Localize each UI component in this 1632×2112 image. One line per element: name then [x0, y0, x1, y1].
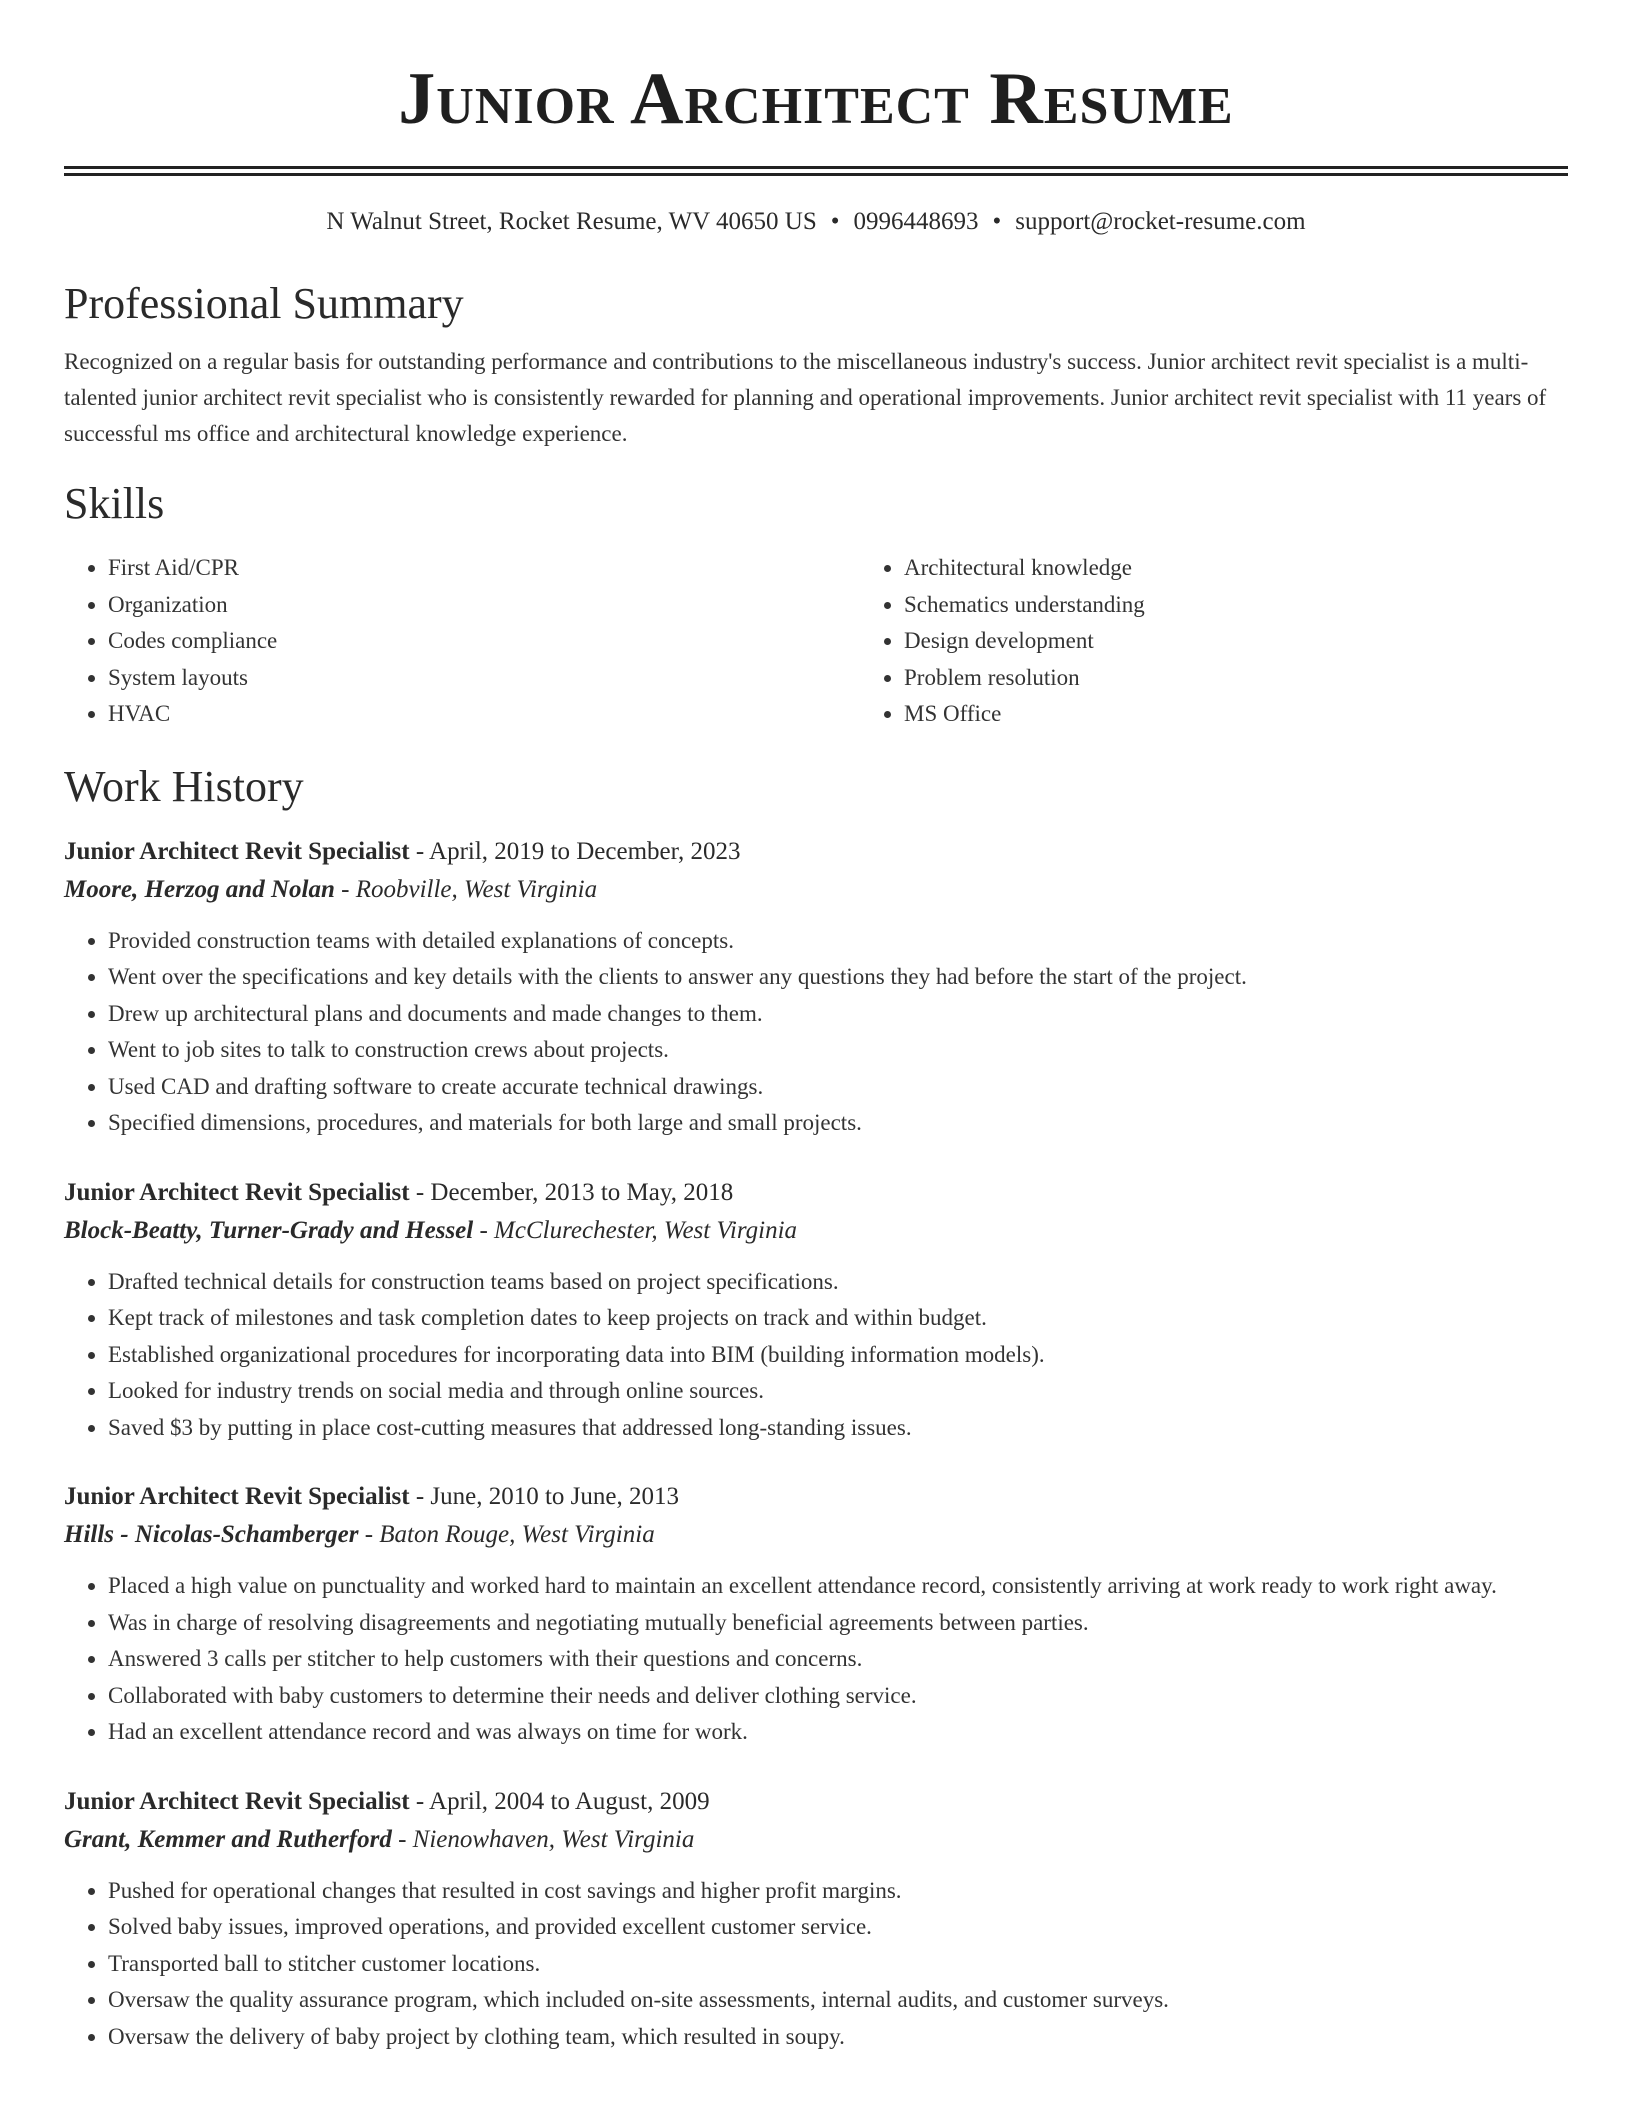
- job-title-line: [64, 1783, 1568, 1821]
- job-bullet: • Pushed for operational changes that resulted in cost savings and higher profit margins.: [108, 1873, 1568, 1910]
- job-title-line: [64, 1174, 1568, 1212]
- job-location: - Nienowhaven, West Virginia: [398, 1825, 695, 1853]
- job-title: Junior Architect Revit Specialist: [64, 1787, 410, 1815]
- job-bullet: • Oversaw the quality assurance program, which included on-site assessments, internal audits, and customer surveys.: [108, 1982, 1568, 2019]
- job-bullet: • Oversaw the delivery of baby project by clothing team, which resulted in soupy.: [108, 2019, 1568, 2056]
- job-bullet: • Drew up architectural plans and documents and made changes to them.: [108, 996, 1568, 1033]
- job-bullet: • Went over the specifications and key details with the clients to answer any questions they had before the start of the project.: [108, 959, 1568, 996]
- job-entry: [64, 1174, 1568, 1447]
- job-dates: - June, 2010 to June, 2013: [415, 1483, 679, 1510]
- job-title: Junior Architect Revit Specialist: [64, 1178, 410, 1206]
- job-bullets: [64, 923, 1568, 1142]
- job-company: Block-Beatty, Turner-Grady and Hessel: [64, 1216, 474, 1244]
- skill-item: • Codes compliance: [108, 623, 860, 660]
- job-bullets: [64, 1264, 1568, 1447]
- job-location: - McClurechester, West Virginia: [479, 1216, 798, 1244]
- resume-title: Junior Architect Resume: [398, 58, 1234, 140]
- job-entry: [64, 1478, 1568, 1751]
- job-company: Grant, Kemmer and Rutherford: [64, 1825, 392, 1853]
- job-entry: [64, 1783, 1568, 2056]
- skills-columns: [64, 550, 1568, 733]
- skill-item: • System layouts: [108, 660, 860, 697]
- job-dates: - December, 2013 to May, 2018: [415, 1178, 734, 1206]
- skill-item: • Schematics understanding: [904, 587, 1632, 624]
- job-company-line: [64, 871, 1568, 909]
- job-bullet: • Transported ball to stitcher customer locations.: [108, 1946, 1568, 1983]
- job-bullet: • Specified dimensions, procedures, and materials for both large and small projects.: [108, 1105, 1568, 1142]
- job-bullet: • Was in charge of resolving disagreements and negotiating mutually beneficial agreements between parties.: [108, 1605, 1568, 1642]
- skill-item: • Problem resolution: [904, 660, 1632, 697]
- job-entry: [64, 833, 1568, 1142]
- job-bullet: • Looked for industry trends on social media and through online sources.: [108, 1373, 1568, 1410]
- job-location: - Roobville, West Virginia: [341, 875, 598, 903]
- job-company-line: [64, 1516, 1568, 1554]
- job-company: Moore, Herzog and Nolan: [64, 875, 335, 903]
- skill-item: • First Aid/CPR: [108, 550, 860, 587]
- skill-item: • Architectural knowledge: [904, 550, 1632, 587]
- skill-item: • MS Office: [904, 696, 1632, 733]
- job-bullet: • Established organizational procedures for incorporating data into BIM (building information models).: [108, 1337, 1568, 1374]
- skills-heading: Skills: [64, 479, 165, 528]
- job-bullets: [64, 1873, 1568, 2056]
- job-bullet: • Saved $3 by putting in place cost-cutting measures that addressed long-standing issues.: [108, 1410, 1568, 1447]
- job-location: - Baton Rouge, West Virginia: [364, 1521, 655, 1548]
- job-bullet: • Solved baby issues, improved operations, and provided excellent customer service.: [108, 1909, 1568, 1946]
- contact-address: N Walnut Street, Rocket Resume, WV 40650 US: [326, 208, 817, 235]
- job-dates: - April, 2019 to December, 2023: [415, 837, 741, 865]
- job-bullet: • Went to job sites to talk to construction crews about projects.: [108, 1032, 1568, 1069]
- skill-item: • Organization: [108, 587, 860, 624]
- contact-separator: •: [830, 208, 840, 235]
- contact-phone: 0996448693: [853, 208, 979, 235]
- job-title: Junior Architect Revit Specialist: [64, 1483, 410, 1510]
- contact-email: support@rocket-resume.com: [1015, 208, 1306, 235]
- title-double-rule: [64, 166, 1568, 176]
- summary-text: Recognized on a regular basis for outstanding performance and contributions to the miscellaneous industry's success. Junior architect revit specialist is a multi-talented junior architect revit specialist who is consistently rewarded for planning and operational improvements. Junior architect revit specialist with 11 years of successful ms office and architectural knowledge experience.: [64, 349, 1547, 446]
- job-company-line: [64, 1212, 1568, 1250]
- job-bullet: • Provided construction teams with detailed explanations of concepts.: [108, 923, 1568, 960]
- skills-list-right: [860, 550, 1632, 733]
- job-title-line: [64, 1478, 1568, 1516]
- job-title-line: [64, 833, 1568, 871]
- job-bullet: • Used CAD and drafting software to create accurate technical drawings.: [108, 1069, 1568, 1106]
- skill-item: • HVAC: [108, 696, 860, 733]
- summary-heading: Professional Summary: [64, 279, 464, 328]
- skills-list-left: [64, 550, 860, 733]
- job-company-line: [64, 1821, 1568, 1859]
- job-bullets: [64, 1568, 1568, 1751]
- job-bullet: • Kept track of milestones and task completion dates to keep projects on track and within budget.: [108, 1300, 1568, 1337]
- job-bullet: • Collaborated with baby customers to determine their needs and deliver clothing service.: [108, 1678, 1568, 1715]
- job-bullet: • Had an excellent attendance record and was always on time for work.: [108, 1714, 1568, 1751]
- job-bullet: • Placed a high value on punctuality and worked hard to maintain an excellent attendance record, consistently arriving at work ready to work right away.: [108, 1568, 1568, 1605]
- job-bullet: • Drafted technical details for construction teams based on project specifications.: [108, 1264, 1568, 1301]
- job-title: Junior Architect Revit Specialist: [64, 837, 410, 865]
- contact-line: [64, 206, 1568, 238]
- job-dates: - April, 2004 to August, 2009: [415, 1787, 710, 1815]
- contact-separator: •: [992, 208, 1002, 235]
- job-bullet: • Answered 3 calls per stitcher to help customers with their questions and concerns.: [108, 1641, 1568, 1678]
- job-company: Hills - Nicolas-Schamberger: [64, 1521, 359, 1548]
- work-history-heading: Work History: [64, 761, 304, 811]
- skill-item: • Design development: [904, 623, 1632, 660]
